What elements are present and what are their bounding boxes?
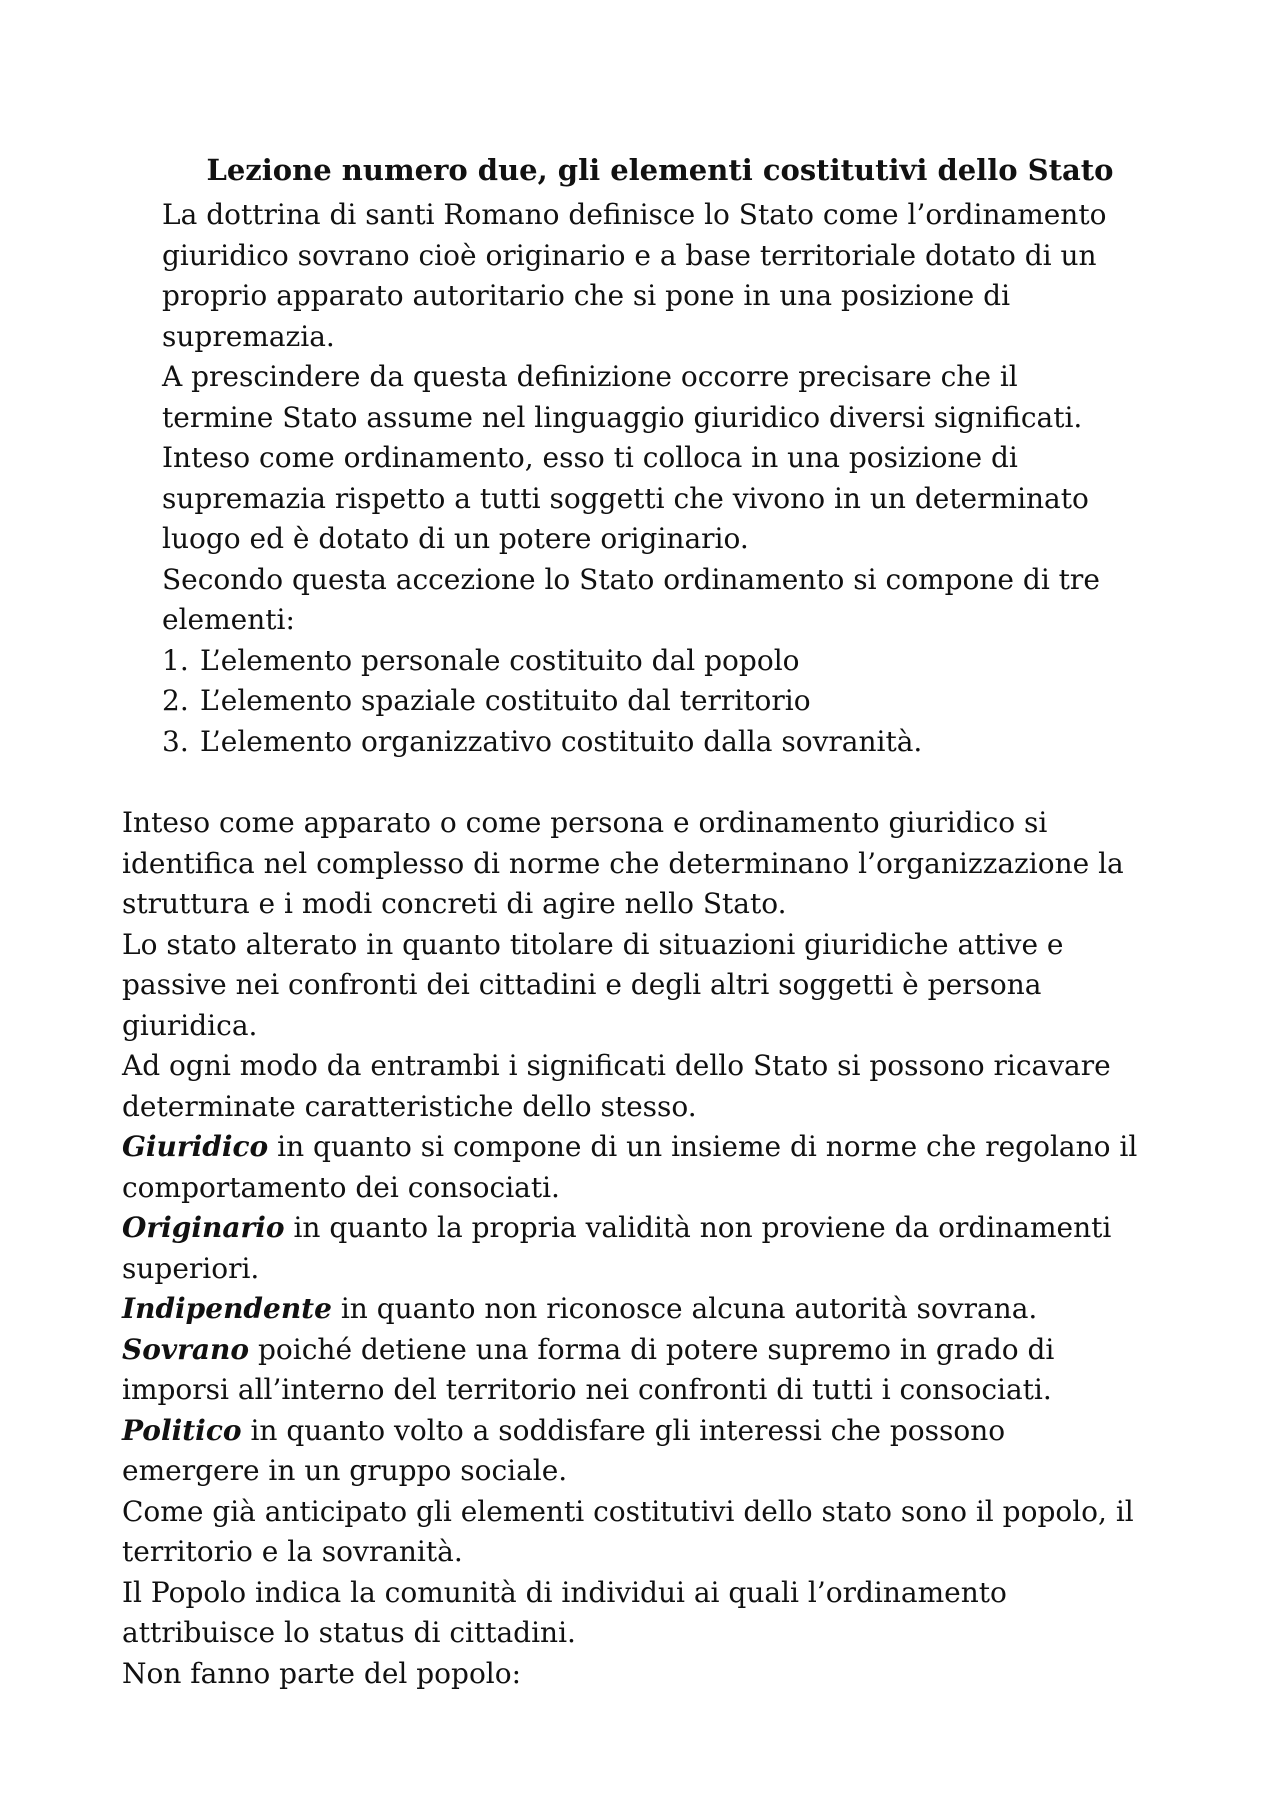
list-item xyxy=(162,681,1162,722)
list-item-text: L’elemento personale costituito dal popolo xyxy=(200,643,800,677)
characteristic-giuridico xyxy=(122,1127,1182,1168)
characteristic-indipendente xyxy=(122,1289,1182,1330)
list-number: 1. xyxy=(162,643,189,677)
term-description: in quanto non riconosce alcuna autorità sovrana. xyxy=(331,1292,1038,1325)
term-description: in quanto si compone di un insieme di norme che regolano il xyxy=(268,1130,1138,1163)
characteristic-originario xyxy=(122,1208,1182,1249)
characteristic-politico xyxy=(122,1411,1182,1452)
text-line: attribuisce lo status di cittadini. xyxy=(122,1616,576,1649)
text-line: elementi: xyxy=(162,603,295,636)
list-number: 3. xyxy=(162,724,189,758)
text-line: imporsi all’interno del territorio nei confronti di tutti i consociati. xyxy=(122,1373,1052,1406)
text-line: luogo ed è dotato di un potere originario. xyxy=(162,522,749,555)
list-number: 2. xyxy=(162,684,189,717)
text-line: A prescindere da questa definizione occorre precisare che il xyxy=(162,360,1018,393)
text-line: territorio e la sovranità. xyxy=(122,1535,463,1568)
text-line: identifica nel complesso di norme che determinano l’organizzazione la xyxy=(122,846,1124,880)
text-line: struttura e i modi concreti di agire nello Stato. xyxy=(122,887,787,920)
text-line: Inteso come ordinamento, esso ti colloca in una posizione di xyxy=(162,441,1018,474)
text-line: Secondo questa accezione lo Stato ordinamento si compone di tre xyxy=(162,562,1100,596)
term-description: in quanto la propria validità non proviene da ordinamenti xyxy=(284,1211,1112,1244)
text-line: Inteso come apparato o come persona e ordinamento giuridico si xyxy=(122,806,1048,839)
list-item-text: L’elemento organizzativo costituito dalla sovranità. xyxy=(200,724,923,758)
term-description: in quanto volto a soddisfare gli interessi che possono xyxy=(241,1413,1006,1447)
list-item-text: L’elemento spaziale costituito dal territorio xyxy=(200,684,811,717)
list-item xyxy=(162,722,1162,763)
intro-section xyxy=(162,195,1162,762)
elements-list xyxy=(162,641,1162,763)
term-label: Indipendente xyxy=(122,1292,332,1325)
characteristic-sovrano xyxy=(122,1330,1182,1371)
document-title: Lezione numero due, gli elementi costitutivi dello Stato xyxy=(206,153,1114,187)
text-line: superiori. xyxy=(122,1251,260,1285)
text-line: La dottrina di santi Romano definisce lo Stato come l’ordinamento xyxy=(162,198,1107,231)
term-label: Originario xyxy=(122,1211,285,1244)
term-description: poiché detiene una forma di potere supremo in grado di xyxy=(249,1332,1055,1366)
term-label: Giuridico xyxy=(122,1130,269,1163)
text-line: determinate caratteristiche dello stesso. xyxy=(122,1089,697,1123)
list-item xyxy=(162,641,1162,682)
text-line: passive nei confronti dei cittadini e degli altri soggetti è persona xyxy=(122,968,1042,1001)
text-line: Lo stato alterato in quanto titolare di situazioni giuridiche attive e xyxy=(122,927,1064,961)
term-label: Politico xyxy=(122,1413,242,1447)
text-line: Il Popolo indica la comunità di individui ai quali l’ordinamento xyxy=(122,1575,1007,1609)
main-section xyxy=(122,803,1182,1694)
text-line: Non fanno parte del popolo: xyxy=(122,1656,522,1690)
text-line: termine Stato assume nel linguaggio giuridico diversi significati. xyxy=(162,400,1083,434)
term-label: Sovrano xyxy=(122,1332,250,1366)
text-line: proprio apparato autoritario che si pone in una posizione di xyxy=(162,279,1011,312)
text-line: supremazia. xyxy=(162,319,335,353)
text-line: comportamento dei consociati. xyxy=(122,1170,560,1204)
text-line: giuridico sovrano cioè originario e a base territoriale dotato di un xyxy=(162,238,1097,272)
text-line: emergere in un gruppo sociale. xyxy=(122,1454,568,1487)
text-line: giuridica. xyxy=(122,1008,258,1042)
text-line: Ad ogni modo da entrambi i significati dello Stato si possono ricavare xyxy=(122,1049,1111,1082)
text-line: supremazia rispetto a tutti soggetti che vivono in un determinato xyxy=(162,481,1089,515)
text-line: Come già anticipato gli elementi costitutivi dello stato sono il popolo, il xyxy=(122,1494,1134,1528)
